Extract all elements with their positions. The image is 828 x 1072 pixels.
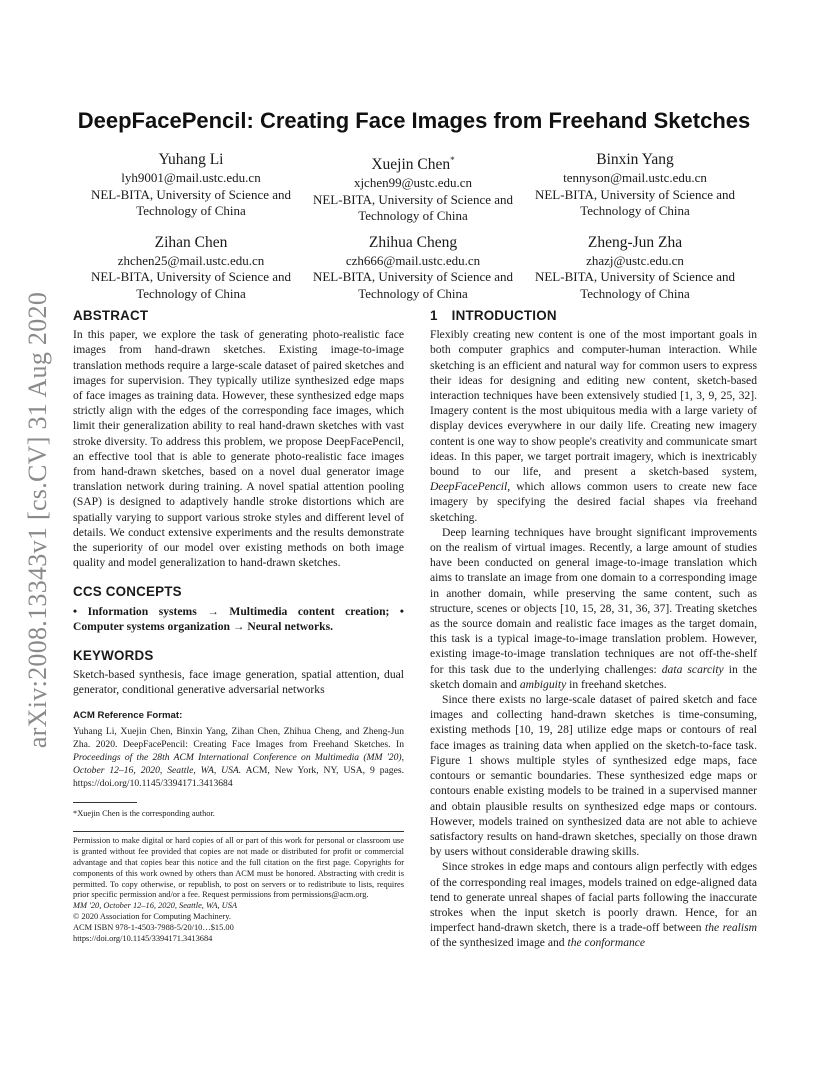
author-name: Xuejin Chen xyxy=(371,156,451,174)
author-email[interactable]: xjchen99@ustc.edu.cn xyxy=(353,175,473,191)
author-name: Zhihua Cheng xyxy=(368,233,458,251)
corresponding-mark: * xyxy=(450,155,455,165)
paper-title: DeepFacePencil: Creating Face Images from Freehand Sketches xyxy=(77,108,751,133)
permission-rule xyxy=(73,831,404,832)
author-email[interactable]: zhchen25@mail.ustc.edu.cn xyxy=(117,252,265,268)
author-grid xyxy=(80,150,748,302)
author-email[interactable]: czh666@mail.ustc.edu.cn xyxy=(345,252,481,268)
arxiv-id: arXiv:2008.13343v1 [cs.CV] 31 Aug 2020 xyxy=(23,291,52,749)
author-block xyxy=(524,233,746,303)
reference-text xyxy=(73,725,404,790)
ccs-heading: CCS CONCEPTS xyxy=(73,584,182,600)
author-email[interactable]: tennyson@mail.ustc.edu.cn xyxy=(563,170,707,185)
author-block xyxy=(302,150,524,225)
reference-venue: Proceedings of the 28th ACM International Conference on Multimedia (MM '20), October 12–16, 2020, Seattle, WA, USA. xyxy=(73,751,404,776)
author-block xyxy=(302,233,524,303)
author-email[interactable]: lyh9001@mail.ustc.edu.cn xyxy=(121,170,261,185)
system-name: DeepFacePencil xyxy=(430,480,508,494)
keywords-text: Sketch-based synthesis, face image generation, spatial attention, dual generator, conditional generative adversarial networks xyxy=(73,668,404,697)
author-affiliation: NEL-BITA, University of Science and xyxy=(312,269,514,285)
doi-link[interactable]: https://doi.org/10.1145/3394171.3413684 xyxy=(73,934,213,944)
isbn-line: ACM ISBN 978-1-4503-7988-5/20/10…$15.00 xyxy=(73,923,234,933)
ccs-text: • Information systems → Multimedia content creation; • Computer systems organization → Neural networks. xyxy=(73,604,404,633)
author-affiliation-line2: Technology of China xyxy=(358,208,468,224)
author-affiliation: NEL-BITA, University of Science and xyxy=(534,186,736,202)
abstract-text: In this paper, we explore the task of generating photo-realistic face images from hand-drawn sketches. Existing image-to-image translation methods require a large-scale dataset of paired sketches and images for supervision. They typically utilize synthesized edge maps of face images as training data. However, these synthesized edge maps strictly align with the edges of the corresponding face images, which limit their generalization ability to real hand-drawn sketches with vast stroke diversity. To address this problem, we propose DeepFacePencil, an effective tool that is able to generate photo-realistic face images from hand-drawn sketches, based on a novel dual generator image translation network during training. A novel spatial attention pooling (SAP) is designed to adaptively handle stroke distortions which are spatially varying to support various stroke styles and different level of details. We conduct extensive experiments and the results demonstrate the superiority of our model over existing methods on both image quality and model generalization to hand-drawn sketches. xyxy=(73,328,404,570)
author-name: Zihan Chen xyxy=(154,233,228,251)
author-name: Zheng-Jun Zha xyxy=(587,233,683,251)
section-number: 1 xyxy=(430,308,438,323)
permission-venue: MM '20, October 12–16, 2020, Seattle, WA, USA xyxy=(73,901,238,911)
intro-paragraph-1: Flexibly creating new content is one of the most important goals in both computer graphics and computer-human interaction. While sketching is an efficient and natural way for common users to express their ideas for designing and editing new content, sketch-based interaction techniques have been extensively studied [1, 3, 9, 25, 32]. Imagery content is the most ubiquitous media with a large variety of display devices everywhere in our daily life. Creating new imagery content is one way to show people's creativity and communicate smart ideas. In this paper, we target portrait imagery, which is inextricably bound to our life, and present a sketch-based system, DeepFacePencil, which allows common users to create new face imagery by specifying the desired facial shapes via freehand sketching. xyxy=(430,328,757,524)
author-name: Yuhang Li xyxy=(158,151,224,168)
author-affiliation-line2: Technology of China xyxy=(580,285,690,301)
intro-paragraph-2: Deep learning techniques have brought significant improvements on the realism of virtual images. Recently, a large amount of studies have been conducted on general image-to-image translation which aims to translate an image from one domain to a corresponding image in another domain, while preserving the same content, such as structure, scenes or objects [10, 15, 28, 31, 36, 37]. Treating sketches as the source domain and realistic face images as the target domain, this task is a typical image-to-image translation problem. However, existing image-to-image translation techniques are not off-the-shelf for this task due to the underlying challenges: data scarcity in the sketch domain and ambiguity in freehand sketches. xyxy=(430,525,758,691)
abstract-heading: ABSTRACT xyxy=(73,308,149,323)
author-block xyxy=(80,233,302,303)
reference-authors: Yuhang Li, Xuejin Chen, Binxin Yang, Zihan Chen, Zhihua Cheng, and Zheng-Jun Zha. 2020. DeepFacePencil: Creating Face Images from Freehand Sketches. In xyxy=(73,725,404,750)
right-column xyxy=(430,308,757,951)
intro-paragraph-3: Since there exists no large-scale dataset of paired sketch and face images and collecting hand-drawn sketches is time-consuming, existing methods [10, 19, 28] utilize edge maps or contours of real face images as training data when applied on the sketch-to-face task. Figure 1 shows multiple styles of synthesized edge maps, face contours or semantic boundaries. These synthesized edge maps or contours enable existing models to be trained in a supervised manner and obtain plausible results on synthesized edge maps or contours. However, models trained on synthesized data are not able to achieve satisfactory results on hand-drawn sketches, specially on those drawn by users without considerable drawing skills. xyxy=(430,693,757,859)
author-email[interactable]: zhazj@ustc.edu.cn xyxy=(586,252,684,268)
author-affiliation-line2: Technology of China xyxy=(580,203,690,218)
left-column xyxy=(73,308,404,945)
keywords-heading: KEYWORDS xyxy=(73,648,154,664)
author-affiliation-line2: Technology of China xyxy=(136,203,246,218)
author-affiliation: NEL-BITA, University of Science and xyxy=(534,269,736,285)
author-affiliation-line2: Technology of China xyxy=(136,285,246,301)
arxiv-stamp xyxy=(21,280,55,760)
author-block xyxy=(80,150,302,225)
author-block xyxy=(524,150,746,225)
copyright-line: © 2020 Association for Computing Machinery. xyxy=(73,912,231,922)
author-affiliation-line2: Technology of China xyxy=(358,285,468,301)
intro-paragraph-4: Since strokes in edge maps and contours align perfectly with edges of the corresponding real images, models trained on edge-aligned data tend to generate unreal shapes of facial parts following the inaccurate strokes when the input sketch is poorly drawn. Hence, for an imperfect hand-drawn sketch, there is a trade-off between the realism of the synthesized image and the conformance xyxy=(430,860,757,950)
reference-tail: ACM, New York, NY, USA, 9 pages. https://doi.org/10.1145/3394171.3413684 xyxy=(73,764,404,789)
author-affiliation: NEL-BITA, University of Science and xyxy=(312,191,514,207)
reference-heading: ACM Reference Format: xyxy=(73,709,183,721)
introduction-heading xyxy=(430,308,757,323)
author-affiliation: NEL-BITA, University of Science and xyxy=(90,269,292,285)
author-affiliation: NEL-BITA, University of Science and xyxy=(90,186,292,202)
author-name: Binxin Yang xyxy=(596,151,674,168)
footnote-rule xyxy=(73,802,137,803)
permission-text: Permission to make digital or hard copies of all or part of this work for personal or classroom use is granted without fee provided that copies are not made or distributed for profit or commercial advantage and that copies bear this notice and the full citation on the first page. Copyrights for components of this work owned by others than ACM must be honored. Abstracting with credit is permitted. To copy otherwise, or republish, to post on servers or to redistribute to lists, requires prior specific permission and/or a fee. Request permissions from permissions@acm.org. xyxy=(73,835,404,900)
footnote: *Xuejin Chen is the corresponding author. xyxy=(73,808,215,818)
section-title: INTRODUCTION xyxy=(451,308,557,323)
